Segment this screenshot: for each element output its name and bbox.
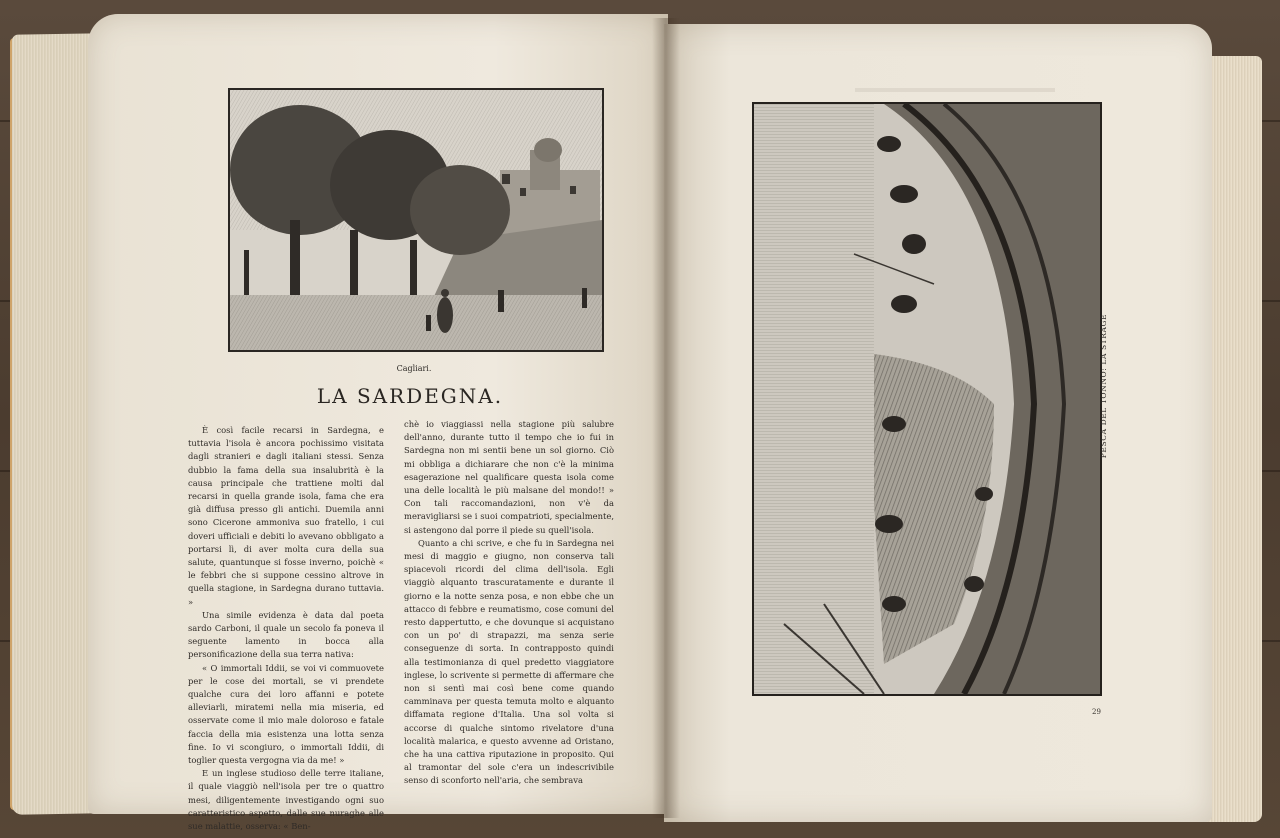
page-number: 29 (1092, 708, 1101, 716)
text-column-right (404, 418, 614, 788)
book-gutter (652, 18, 680, 818)
paragraph: chè io viaggiassi nella stagione più salubre dell'anno, durante tutto il tempo che io fui in Sardegna non mi sentii bene un sol giorno. Ciò mi obbliga a dichiarare che non c'è la minima esagerazione nel qualificare questa isola come una delle località le più malsane del mondo!! » Con tali raccomandazioni, non v'è da meravigliarsi se i suoi compatrioti, specialmente, si astengono dal porre il piede su quell'isola. (404, 419, 614, 535)
engraving-cagliari (228, 88, 604, 352)
image-caption: Cagliari. (396, 364, 432, 373)
faint-running-head (855, 88, 1055, 92)
text-column-left (188, 424, 384, 833)
page-title: LA SARDEGNA. (316, 384, 504, 408)
paragraph: Quanto a chi scrive, e che fu in Sardegna nei mesi di maggio e giugno, non conserva tali spiacevoli ricordi del clima dell'isola. Egli viaggiò alquanto trascuratamente e durante il giorno e la notte senza posa, e non ebbe che un attacco di febbre e reumatismo, cose comuni del resto dappertutto, e che dovunque si acquistano con un po' di strapazzi, ma senza serie conseguenze di sorta. In contrapposto quindi alla testimonianza di quel predetto viaggiatore inglese, lo scrivente si permette di affermare che non si sentì mai così bene come quando camminava per questa temuta molto e alquanto diffamata regione d'Italia. Una sol volta si accorse di qualche sintomo rivelatore d'una località malarica, e questo avvenne ad Oristano, che ha una cattiva riputazione in proposito. Qui al tramontar del sole c'era un indescrivibile senso di sconforto nell'aria, che sembrava (404, 537, 614, 786)
paragraph: Una simile evidenza è data dal poeta sardo Carboni, il quale un secolo fa poneva il seguente lamento in bocca alla personificazione della sua terra nativa: (188, 609, 384, 660)
side-caption: PESCA DEL TONNO: LA STRAGE (1099, 313, 1108, 459)
paragraph: E un inglese studioso delle terre italiane, il quale viaggiò nell'isola per tre o quattro mesi, diligentemente investigando ogni suo caratteristico aspetto, dalle sue nuraghe alle sue malattie, osserva: « Ben- (188, 768, 384, 832)
paragraph: È così facile recarsi in Sardegna, e tuttavia l'isola è ancora pochissimo visitata dagli stranieri e dagli italiani stessi. Senza dubbio la fama della sua insalubrità è la causa principale che trattiene molti dal recarsi in quella grande isola, fama che era già diffusa presso gli antichi. Duemila anni sono Cicerone ammoniva suo fratello, i cui doveri ufficiali e debiti lo avevano obbligato a portarsi lì, di aver molta cura della sua salute, quantunque si fosse inverno, poichè « le febbri che si suppone cessino altrove in quella stagione, in Sardegna durano tuttavia. » (188, 425, 384, 607)
engraving-tuna-fishing (752, 102, 1102, 696)
paragraph: « O immortali Iddii, se voi vi commuovete per le cose dei mortali, se vi prendete qualche cura dei loro affanni e potete alleviarli, miratemi nella mia miseria, ed osservate come il mio male doloroso e fatale faccia della mia esistenza una lotta senza fine. Io vi scongiuro, o immortali Iddii, di toglier questa vergogna via da me! » (188, 662, 384, 766)
